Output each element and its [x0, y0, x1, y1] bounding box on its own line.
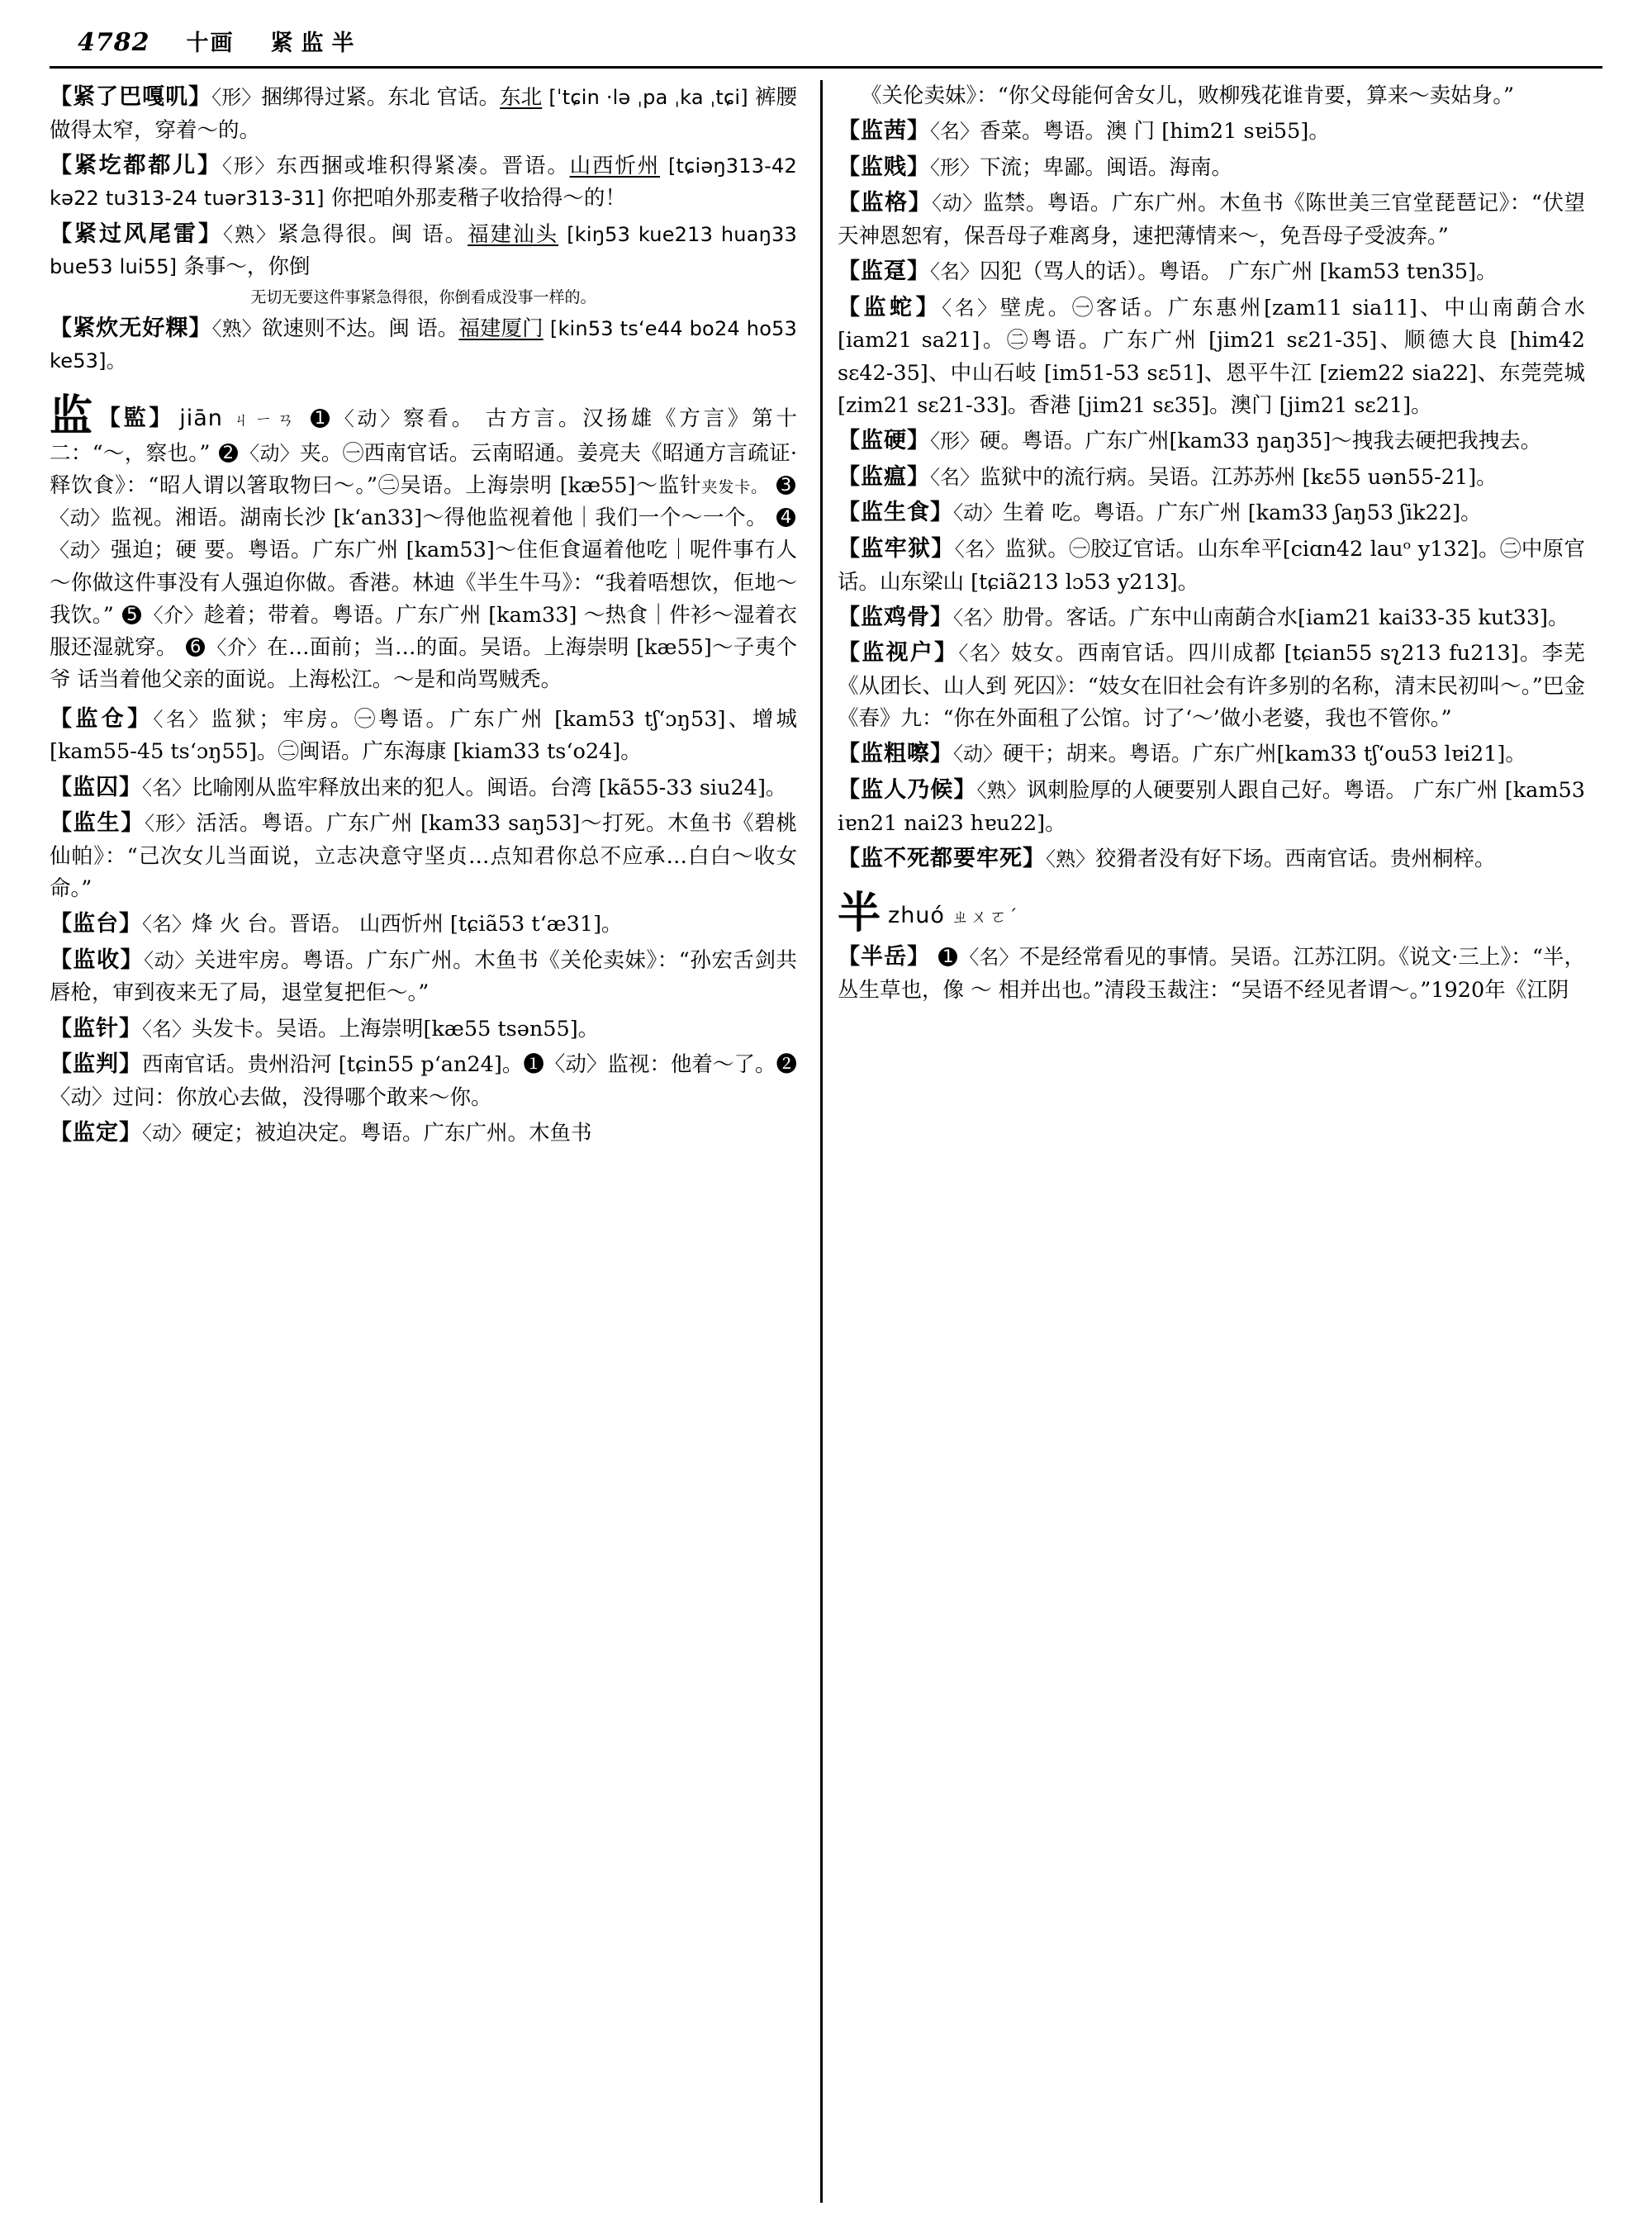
part-of-speech: 〈名〉: [142, 913, 192, 937]
headword: 【监贱】: [838, 154, 930, 180]
headword: 【监瘟】: [838, 463, 930, 490]
gloss: 壁虎。: [999, 295, 1072, 320]
headword: 【监鸡骨】: [838, 604, 953, 630]
left-column: [50, 80, 820, 2203]
part-of-speech: 〈名〉: [930, 120, 980, 144]
headword: 【监不死都要牢死】: [838, 845, 1046, 871]
gloss: 囚犯（骂人的话）。: [980, 259, 1159, 285]
sense-number: 4: [776, 508, 795, 527]
entry-jian-shi-hu: [838, 636, 1585, 735]
main-entry-zhuo: [838, 888, 1585, 939]
gloss: 头发卡。: [192, 1016, 277, 1041]
headword: 【半岳】: [838, 944, 931, 970]
sense-number: 1: [311, 409, 330, 428]
entry-body: 吴语。上海崇明[kæ55 tsən55]。: [276, 1016, 600, 1041]
dialect-label: 闽 语。: [388, 316, 459, 341]
entry-jian-bu-si: [838, 842, 1585, 876]
entry-body: 粤语。广东广州[kam33 ŋaŋ35]～拽我去硬把我拽去。: [1022, 429, 1542, 454]
entry-jian-ji-gu: [838, 600, 1585, 635]
gloss: 比喻刚从监牢释放出来的犯人。: [192, 775, 487, 800]
gloss: 讽刺脸厚的人硬要别人跟自己好。: [1026, 778, 1344, 804]
stroke-count-label: 十画: [186, 31, 235, 56]
entry-body: ㊀胶辽官话。山东牟平[ciɑn42 lauᵒ y132]。㊁中原官 话。山东梁山 [tɕiã213 lɔ53 y213]。: [838, 536, 1586, 595]
gloss: 关进牢房。: [194, 947, 302, 973]
part-of-speech: 〈动〉: [953, 743, 1003, 766]
example-sentence: 条事～，你倒: [183, 254, 311, 280]
entry-body: 粤语。广东广州 [kam33 saŋ53]～打死。木鱼书《碧桃仙帕》：“己次女儿当面说，立志决意守坚贞…点知君你总不应承…白白～收女命。”: [50, 811, 797, 902]
part-of-speech: 〈动〉: [144, 948, 195, 972]
headword: 【紧炊无好粿】: [50, 315, 212, 341]
sense-note: 夹发卡。: [701, 477, 768, 496]
entry-body: ㊀粤语。广东广州 [kam53 tʃʻɔŋ53]、增城 [kam55-45 tsʻɔŋ55]。㊁闽语。广东海康 [kiam33 tsʻo24]。: [50, 706, 798, 765]
gloss: 烽 火 台。: [192, 912, 290, 937]
headword: 【监仓】: [50, 705, 154, 732]
gloss: 硬干；胡来。: [1003, 742, 1130, 767]
part-of-speech: 〈熟〉: [1046, 847, 1095, 871]
entry-jian-wen: [838, 460, 1585, 495]
headword-character: 半: [838, 888, 881, 939]
entry-jian-lao-yu: [838, 532, 1585, 599]
entry-jian-shou: [50, 943, 797, 1010]
headword-character: 监: [50, 390, 96, 441]
headword: 【监生食】: [838, 500, 953, 526]
column-divider: [820, 80, 823, 2203]
entry-jian-ren-nai-hou: [838, 773, 1585, 840]
headword: 【监生】: [50, 810, 145, 837]
sense-number: 5: [122, 605, 141, 624]
continuation-text: 《关伦卖妹》：“你父母能何舍女儿，败柳残花谁肯要，算来～卖姑身。”: [861, 83, 1515, 108]
headword: 【紧过风尾雷】: [50, 221, 223, 247]
headword: 【监硬】: [838, 428, 930, 454]
example-sentence: 裤腰做得太窄，穿着～的。: [50, 85, 798, 143]
entry-jian-pan: [50, 1047, 797, 1114]
gloss: 欲速则不达。: [261, 316, 389, 341]
part-of-speech: 〈名〉: [942, 296, 1000, 320]
entry-zhuo-yue: [838, 940, 1585, 1007]
entry-body: 闽语。海南。: [1106, 154, 1233, 180]
entry-body: 晋语。 山西忻州 [tɕiã53 tʻæ31]。: [289, 912, 623, 937]
entry-jian-jian: [838, 150, 1585, 185]
entry-jian-qiu: [50, 771, 797, 805]
part-of-speech: 〈动〉: [50, 506, 111, 530]
entry-jin-chui-wu-hao-guo: [50, 311, 797, 378]
entry-jin-guo-feng-wei-lei: [50, 217, 797, 310]
entry-jian-she: [838, 291, 1585, 422]
part-of-speech: 〈动〉: [142, 1122, 192, 1146]
gloss: 监狱。: [1004, 536, 1070, 562]
entry-body: 粤语。 广东广州 [kam53 iɐn21 nai23 hɐu22]。: [838, 778, 1585, 836]
entry-body: 吴语。江苏江阴。《说文·三上》：“半，丛生草也，像 ～ 相并出也。”清段玉裁注：“吴语不经见者谓～。”1920年《江阴: [838, 945, 1585, 1004]
example-sentence: 你把咱外那麦稭子收拾得～的！: [330, 186, 626, 211]
part-of-speech: 〈形〉: [930, 429, 980, 453]
right-column: [838, 80, 1585, 2203]
entry-body: 粤语。广东广州[kam33 tʃʻou53 lɐi21]。: [1129, 742, 1526, 767]
entry-body: 吴语。江苏苏州 [kɛ55 uən55-21]。: [1148, 464, 1498, 490]
entry-body: 客话。广东中山南蓢合水[iam21 kai33-35 kut33]。: [1066, 605, 1569, 630]
place-name: 福建厦门: [458, 316, 544, 341]
part-of-speech: 〈名〉: [153, 707, 211, 731]
ipa-transcription: [kin53 tsʻe44 bo24 ho53 ke53]。: [50, 316, 798, 373]
part-of-speech: 〈名〉: [930, 260, 980, 284]
headword: 【监台】: [50, 911, 142, 937]
headword: 【监针】: [50, 1015, 142, 1041]
headword: 【监人乃候】: [838, 777, 977, 804]
entry-body: 粤语。澳 门 [him21 sɐi55]。: [1042, 119, 1330, 145]
entry-body: 粤语。广东广州 [kam33 ʃaŋ53 ʃik22]。: [1094, 501, 1482, 526]
sense-text: 在…面前；当…的面。吴语。上海崇明 [kæ55]～子夷个爷 话当着他父亲的面说。上海松江。～是和尚骂贼秃。: [50, 635, 798, 693]
part-of-speech: 〈动〉: [239, 441, 301, 465]
place-name: 东北: [500, 85, 543, 110]
headword: 【监蛇】: [838, 294, 942, 320]
sense-number: 2: [219, 444, 238, 463]
gloss: 肋骨。: [1003, 605, 1066, 630]
variant-character: 【監】: [97, 405, 175, 431]
part-of-speech: 〈名〉: [958, 642, 1012, 666]
part-of-speech: 〈形〉: [221, 154, 277, 178]
part-of-speech: 〈名〉: [959, 946, 1019, 970]
part-of-speech: 〈熟〉: [223, 222, 278, 246]
gloss: 监狱中的流行病。: [980, 464, 1149, 490]
headword: 【紧了巴嘎叽】: [50, 84, 212, 110]
page-header: [50, 25, 1602, 63]
sense-text: 察看。 古方言。汉扬雄《方言》第十二：“～，察也。”: [50, 406, 797, 466]
part-of-speech: 〈介〉: [206, 636, 268, 660]
part-of-speech: 〈名〉: [930, 465, 980, 489]
sense-number: 6: [186, 638, 205, 657]
sense-text: 监视。湘语。湖南长沙 [kʻan33]～得他监视着他｜我们一个～一个。: [110, 505, 768, 531]
gloss: 不是经常看见的事情。: [1018, 945, 1230, 970]
gloss: 东西捆或堆积得紧凑。: [276, 153, 502, 178]
dialect-label: 东北 官话。: [387, 85, 501, 110]
part-of-speech: 〈名〉: [954, 537, 1005, 561]
ipa-transcription: [tɕiəŋ313-42 kə22 tu313-24 tuər313-31]: [50, 154, 797, 211]
entry-jian-tai: [50, 907, 797, 942]
folio-number: 4782: [78, 28, 150, 57]
gloss: 硬。: [980, 429, 1023, 454]
gloss: 硬定；被迫决定。: [192, 1121, 361, 1146]
gloss: 西南官话。贵州沿河 [tɕin55 pʻan24]。: [142, 1052, 524, 1078]
sense-number: 3: [776, 476, 795, 495]
example-note: 无切无要这件事紧急得很，你倒看成没事一样的。: [250, 287, 596, 306]
entry-body: ❶〈动〉监视：他着～了。❷〈动〉过问：你放心去做，没得哪个敢来～你。: [50, 1052, 797, 1110]
gloss: 妓女。: [1011, 641, 1078, 667]
entry-body: 西南官话。贵州桐梓。: [1284, 846, 1496, 871]
part-of-speech: 〈动〉: [330, 406, 404, 430]
headword: 【紧圪都都儿】: [50, 152, 222, 178]
entry-jin-le-ba-ga-ji: [50, 80, 797, 147]
gloss: 香菜。: [980, 119, 1043, 145]
part-of-speech: 〈形〉: [211, 86, 262, 109]
part-of-speech: 〈熟〉: [976, 779, 1027, 803]
entry-jin-ge-dou-dour: [50, 149, 797, 216]
entry-jian-sheng: [50, 806, 797, 905]
entry-jian-cu-cao: [838, 737, 1585, 771]
gloss: 捆绑得过紧。: [261, 85, 388, 110]
part-of-speech: 〈形〉: [145, 812, 197, 836]
sense-text: 夹。㊀西南官话。云南昭通。姜亮夫《昭通方言疏证·释饮食》：“昭人谓以箸取物曰～。”㊁吴语。上海崇明 [kæ55]～监针: [50, 440, 798, 498]
main-entry-jian: [50, 390, 798, 697]
entry-jian-ge: [838, 186, 1585, 253]
part-of-speech: 〈动〉: [50, 539, 111, 562]
part-of-speech: 〈动〉: [932, 192, 983, 216]
sense-text: 强迫；硬 要。粤语。广东广州 [kam53]～住佢食逼着他吃｜呢件事冇人～你做这件事没有人强迫你做。香港。林迪《半生牛马》：“我着唔想饮，佢地～我饮。”: [50, 538, 797, 628]
two-column-body: [50, 80, 1602, 2203]
entry-body: ㊀客话。广东惠州[zam11 sia11]、中山南蓢合水 [iam21 sa21]。㊁粤语。广东广州 [jim21 sɛ21-35]、顺德大良 [him42 sɛ42-35]、中山石岐 [im51-53 sɛ51]、恩平牛江 [ziem22 sia22]、东莞莞城 [zim21 sɛ21-33]。香港 [jim21 sɛ35]。澳门 [jim21 sɛ21]。: [838, 295, 1585, 418]
entry-body: 粤语。 广东广州 [kam53 tɐn35]。: [1158, 259, 1498, 285]
zhuyin-reading: ㄓㄨㄛˊ: [951, 907, 1019, 928]
entry-jian-cang: [50, 702, 797, 769]
headword: 【监茜】: [838, 118, 930, 145]
dialect-label: 晋语。: [501, 153, 570, 178]
entry-body: 西南官话。四川成都 [tɕian55 sʅ213 fu213]。李芜《从团长、山人到 死囚》：“妓女在旧社会有许多别的名称，清末民初叫～。”巴金《春》九：“你在外面租了公馆。讨了‘～’做小老婆，我也不管你。”: [838, 641, 1586, 732]
header-rule: [50, 66, 1602, 69]
gloss: 监禁。: [982, 191, 1047, 216]
part-of-speech: 〈名〉: [953, 605, 1003, 629]
headword: 【监粗嚓】: [838, 741, 953, 767]
gloss: 下流；卑鄙。: [980, 154, 1107, 180]
entry-body: 粤语。广东广州。木鱼书《关伦卖妹》：“孙宏舌剑共唇枪，审到夜来无了局，退堂复把佢～。”: [50, 947, 797, 1006]
gloss: 监狱；牢房。: [211, 706, 354, 732]
headword: 【监定】: [50, 1120, 142, 1146]
headword: 【监牢狱】: [838, 535, 955, 562]
entry-jian-xi: [838, 114, 1585, 149]
sense-text: 趁着；带着。粤语。广东广州 [kam33] ～热食｜件衫～湿着衣服还湿就穿。: [50, 602, 798, 661]
gloss: 紧急得很。: [278, 221, 392, 247]
headword: 【监判】: [50, 1051, 143, 1078]
part-of-speech: 〈熟〉: [211, 316, 262, 340]
entry-jian-sheng-shi: [838, 496, 1585, 530]
dialect-label: 闽 语。: [391, 221, 468, 247]
ipa-transcription: [ˈtɕin ·lə ˌpa ˌka ˌtɕi]: [548, 86, 748, 109]
entry-jian-zhen: [50, 1012, 797, 1046]
zhuyin-reading: ㄐㄧㄢ: [229, 409, 300, 429]
entry-jian-gun: [838, 254, 1585, 289]
gloss: 狡猾者没有好下场。: [1095, 846, 1285, 871]
pinyin-reading: zhuó: [888, 903, 945, 929]
entry-body: 闽语。台湾 [kã55-33 siu24]。: [487, 775, 787, 800]
gloss: 活活。: [196, 811, 262, 837]
entry-jian-ying: [838, 424, 1585, 458]
entry-body: 粤语。广东广州。木鱼书: [360, 1121, 592, 1146]
entry-body: 粤语。广东广州。木鱼书《陈世美三官堂琵琶记》：“伏望天神恩恕宥，保吾母子难离身，速把薄情来～，免吾母子受波奔。”: [838, 191, 1585, 249]
headword: 【监囚】: [50, 774, 142, 800]
running-head-characters: 紧监半: [270, 31, 363, 56]
headword: 【监收】: [50, 947, 145, 973]
part-of-speech: 〈名〉: [142, 776, 192, 799]
ipa-transcription: [kiŋ53 kue213 huaŋ33 bue53 lui55]: [50, 222, 797, 279]
place-name: 福建汕头: [468, 221, 559, 247]
pinyin-reading: jiān: [179, 405, 223, 431]
part-of-speech: 〈形〉: [930, 155, 980, 179]
place-name: 山西忻州: [569, 153, 660, 178]
headword: 【监视户】: [838, 640, 959, 667]
gloss: 生着 吃。: [1003, 501, 1094, 526]
part-of-speech: 〈动〉: [953, 501, 1003, 525]
headword: 【监趸】: [838, 259, 930, 285]
entry-jian-ding: [50, 1116, 797, 1151]
headword: 【监格】: [838, 190, 933, 216]
part-of-speech: 〈名〉: [142, 1017, 192, 1041]
part-of-speech: 〈介〉: [143, 603, 204, 627]
sense-number: 1: [938, 947, 957, 966]
